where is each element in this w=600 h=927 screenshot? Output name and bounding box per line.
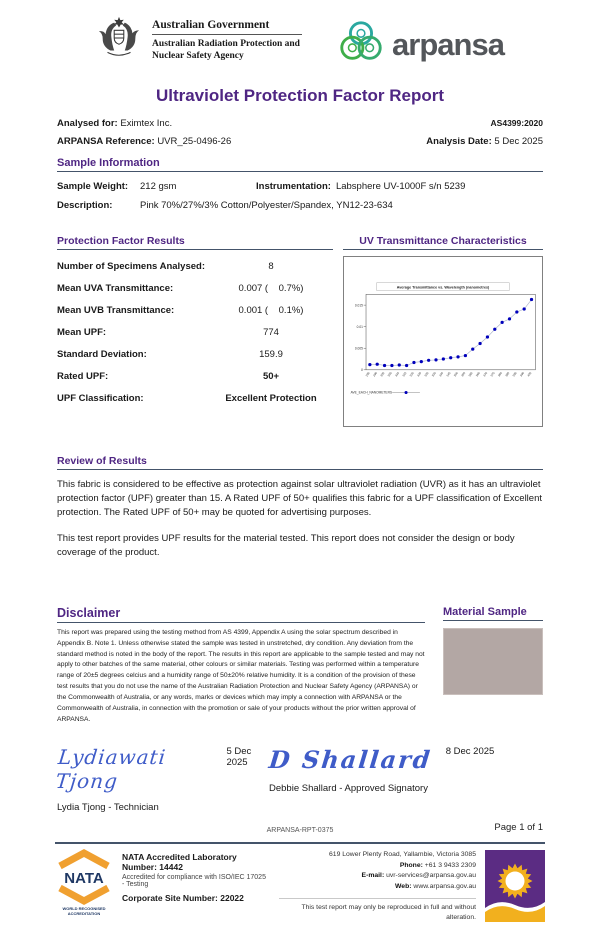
web-label: Web:	[395, 883, 412, 891]
technician-name: Lydia Tjong - Technician	[57, 802, 159, 814]
phone-label: Phone:	[399, 861, 423, 869]
sample-weight-row	[57, 181, 543, 192]
page-title: Ultraviolet Protection Factor Report	[155, 86, 445, 105]
arpansa-logo	[336, 15, 504, 72]
page-footer	[55, 842, 545, 927]
meta-row	[57, 118, 543, 129]
signature-row	[54, 745, 543, 814]
results-columns	[57, 235, 543, 427]
result-label: Standard Deviation:	[57, 349, 147, 360]
coat-of-arms-icon	[96, 15, 142, 66]
result-label: UPF Classification:	[57, 393, 144, 404]
svg-text:345: 345	[445, 371, 452, 378]
svg-text:330: 330	[423, 371, 430, 378]
arpansa-sun-icon	[485, 850, 545, 927]
signatory-signature: D Shallard	[267, 745, 434, 775]
email-value: uvr-services@arpansa.gov.au	[386, 872, 476, 880]
arpansa-rings-icon	[336, 17, 386, 72]
material-sample-swatch	[443, 628, 543, 695]
result-row	[57, 283, 333, 294]
svg-text:385: 385	[504, 371, 511, 378]
nata-site-number: Corporate Site Number: 22022	[122, 893, 244, 904]
review-heading: Review of Results	[57, 455, 543, 470]
protection-results-table	[57, 261, 333, 404]
result-row	[57, 371, 333, 382]
document-number: ARPANSA-RPT-0375	[266, 827, 334, 835]
svg-text:AVE_EACH_NANOMETERS: AVE_EACH_NANOMETERS	[350, 390, 393, 395]
svg-text:315: 315	[401, 371, 408, 378]
page-header	[0, 0, 600, 72]
page-number: Page 1 of 1	[494, 822, 543, 834]
result-value: 50+	[262, 371, 280, 382]
material-sample-section	[443, 606, 543, 726]
meta-row	[57, 136, 543, 147]
svg-text:300: 300	[379, 371, 386, 378]
svg-text:0.01: 0.01	[356, 324, 363, 329]
analysis-date-label: Analysis Date:	[426, 136, 492, 147]
signature-line	[54, 745, 269, 794]
contact-email	[279, 871, 476, 882]
svg-text:0.015: 0.015	[354, 303, 363, 308]
result-row	[57, 327, 333, 338]
uv-transmittance-section	[343, 235, 543, 427]
technician-signature-block	[54, 745, 269, 814]
result-row	[57, 261, 333, 272]
disclaimer-heading: Disclaimer	[57, 606, 425, 623]
sample-weight-label: Sample Weight:	[57, 181, 129, 192]
svg-text:390: 390	[511, 371, 518, 378]
disclaimer-section	[57, 606, 425, 726]
contact-address: 619 Lower Plenty Road, Yallambie, Victoria 3085	[329, 851, 476, 859]
svg-text:0.005: 0.005	[354, 346, 363, 351]
contact-phone	[279, 861, 476, 872]
instrumentation-value: Labsphere UV-1000F s/n 5239	[335, 181, 466, 192]
technician-sign-date: 5 Dec 2025	[226, 746, 252, 769]
svg-text:355: 355	[460, 371, 467, 378]
phone-value: +61 3 9433 2309	[424, 861, 476, 869]
result-label: Mean UVA Transmittance:	[57, 283, 174, 294]
description-label: Description:	[57, 200, 113, 211]
svg-text:340: 340	[438, 371, 445, 378]
review-paragraph-1: This fabric is considered to be effective as protection against solar ultraviolet radiation (UVR) as it has an ultraviolet protection factor (UPF) greater than 15. A Rated UPF of 50+ qualifies this fabric for a UPF classification of Excellent protection. The Rated UPF of 50+ may be quoted for advertising purposes.	[57, 479, 542, 518]
gov-title: Australian Government	[152, 19, 302, 35]
sample-information-section	[57, 157, 543, 211]
contact-block	[279, 850, 476, 923]
svg-text:WORLD RECOGNISED: WORLD RECOGNISED	[62, 906, 106, 912]
description-row	[57, 200, 543, 211]
signatory-sign-date: 8 Dec 2025	[445, 746, 495, 758]
signatory-signature-block	[269, 745, 543, 813]
nata-compliance: Accredited for compliance with ISO/IEC 17025 - Testing	[122, 874, 266, 889]
protection-results-heading: Protection Factor Results	[57, 235, 333, 250]
result-row	[57, 305, 333, 316]
result-value: 0.007 ( 0.7%)	[238, 283, 304, 294]
result-value: 159.9	[259, 349, 283, 360]
svg-text:370: 370	[482, 371, 489, 378]
analysed-for-label: Analysed for:	[57, 118, 118, 129]
signature-line	[269, 745, 543, 774]
arpansa-reference	[57, 136, 231, 147]
analysis-date	[426, 136, 543, 147]
signatory-name: Debbie Shallard - Approved Signatory	[269, 783, 428, 795]
description-value: Pink 70%/27%/3% Cotton/Polyester/Spandex, YN12-23-634	[140, 200, 393, 211]
svg-text:400: 400	[526, 371, 533, 378]
svg-text:Average Transmittance vs. Wave: Average Transmittance vs. Wavelength (nanometres)	[396, 285, 490, 290]
svg-text:375: 375	[489, 371, 496, 378]
analysis-date-value: 5 Dec 2025	[494, 136, 543, 147]
disclaimer-text: This report was prepared using the testing method from AS 4399, Appendix A using the solar spectrum described in Appendix B. Note 1. Unless otherwise stated the sample was tested in unstretched, dry condition. Any deviation from the standard method is noted in the body of the report. The results in this report are applicable to the sample tested and may not apply to other batches of the same material, other colours or similar materials. Testing was performed within a temperature range of 20±5 degrees celcius and a humidity range of 50±20% relative humidity. It is a condition of the provision of these test results that you do not use the name of the Australian Radiation Protection and Nuclear Safety Agency (ARPANSA) or the Commonwealth of Australia, or any words, marks or devices which may imply a connection with ARPANSA or the Commonwealth of Australia, in connection with the promotion or sale of your products without the prior written approval of ARPANSA.	[57, 628, 425, 723]
result-value: 774	[263, 327, 279, 338]
result-label: Mean UVB Transmittance:	[57, 305, 175, 316]
svg-text:335: 335	[430, 371, 437, 378]
uv-transmittance-chart	[343, 256, 543, 427]
result-label: Number of Specimens Analysed:	[57, 261, 205, 272]
svg-text:365: 365	[474, 371, 481, 378]
result-label: Mean UPF:	[57, 327, 107, 338]
reference-value: UVR_25-0496-26	[157, 136, 232, 147]
gov-agency: Australian Radiation Protection and Nuclear Safety Agency	[152, 39, 300, 62]
document-number-row	[57, 822, 543, 835]
svg-text:0: 0	[361, 368, 363, 373]
uv-chart-heading: UV Transmittance Characteristics	[343, 235, 543, 250]
svg-text:325: 325	[416, 371, 423, 378]
svg-text:360: 360	[467, 371, 474, 378]
result-label: Rated UPF:	[57, 371, 109, 382]
government-text	[152, 15, 302, 63]
material-sample-heading: Material Sample	[443, 606, 543, 621]
instrumentation-label: Instrumentation:	[256, 181, 331, 192]
result-row	[57, 393, 333, 404]
sample-information-heading: Sample Information	[57, 157, 543, 172]
web-value: www.arpansa.gov.au	[413, 883, 476, 891]
standard-code: AS4399:2020	[490, 118, 543, 128]
svg-text:310: 310	[394, 371, 401, 378]
report-meta	[57, 118, 543, 147]
reference-label: ARPANSA Reference:	[57, 136, 155, 147]
svg-text:320: 320	[408, 371, 415, 378]
svg-text:380: 380	[496, 371, 503, 378]
svg-text:NATA: NATA	[64, 870, 104, 888]
review-paragraph-2: This test report provides UPF results for the material tested. This report does not consider the design or body coverage of the product.	[57, 533, 515, 559]
analysed-for-value: Eximtex Inc.	[120, 118, 173, 129]
technician-signature: Lydiawati Tjong	[54, 745, 168, 794]
review-of-results-section	[57, 455, 543, 560]
result-value: 0.001 ( 0.1%)	[238, 305, 304, 316]
nata-lab-number: NATA Accredited Laboratory Number: 14442	[122, 852, 237, 873]
government-block	[96, 15, 302, 66]
svg-text:305: 305	[386, 371, 393, 378]
sample-information-rows	[57, 181, 543, 211]
svg-text:290: 290	[364, 371, 371, 378]
contact-web	[279, 882, 476, 893]
chart-canvas	[346, 259, 540, 419]
nata-logo-icon	[55, 850, 113, 921]
svg-text:350: 350	[452, 371, 459, 378]
reproduction-note: This test report may only be reproduced in full and without alteration.	[279, 898, 476, 924]
protection-factor-results	[57, 235, 333, 427]
arpansa-wordmark: arpansa	[392, 26, 504, 62]
email-label: E-mail:	[361, 872, 385, 880]
analysed-for	[57, 118, 172, 129]
svg-text:ACCREDITATION: ACCREDITATION	[67, 911, 101, 917]
svg-text:295: 295	[371, 371, 379, 378]
nata-accreditation-text	[122, 850, 270, 903]
result-row	[57, 349, 333, 360]
result-value: Excellent Protection	[225, 393, 317, 404]
disclaimer-material-row	[57, 606, 543, 726]
result-value: 8	[268, 261, 274, 272]
sample-weight-value: 212 gsm	[140, 181, 177, 192]
svg-text:395: 395	[518, 371, 526, 378]
